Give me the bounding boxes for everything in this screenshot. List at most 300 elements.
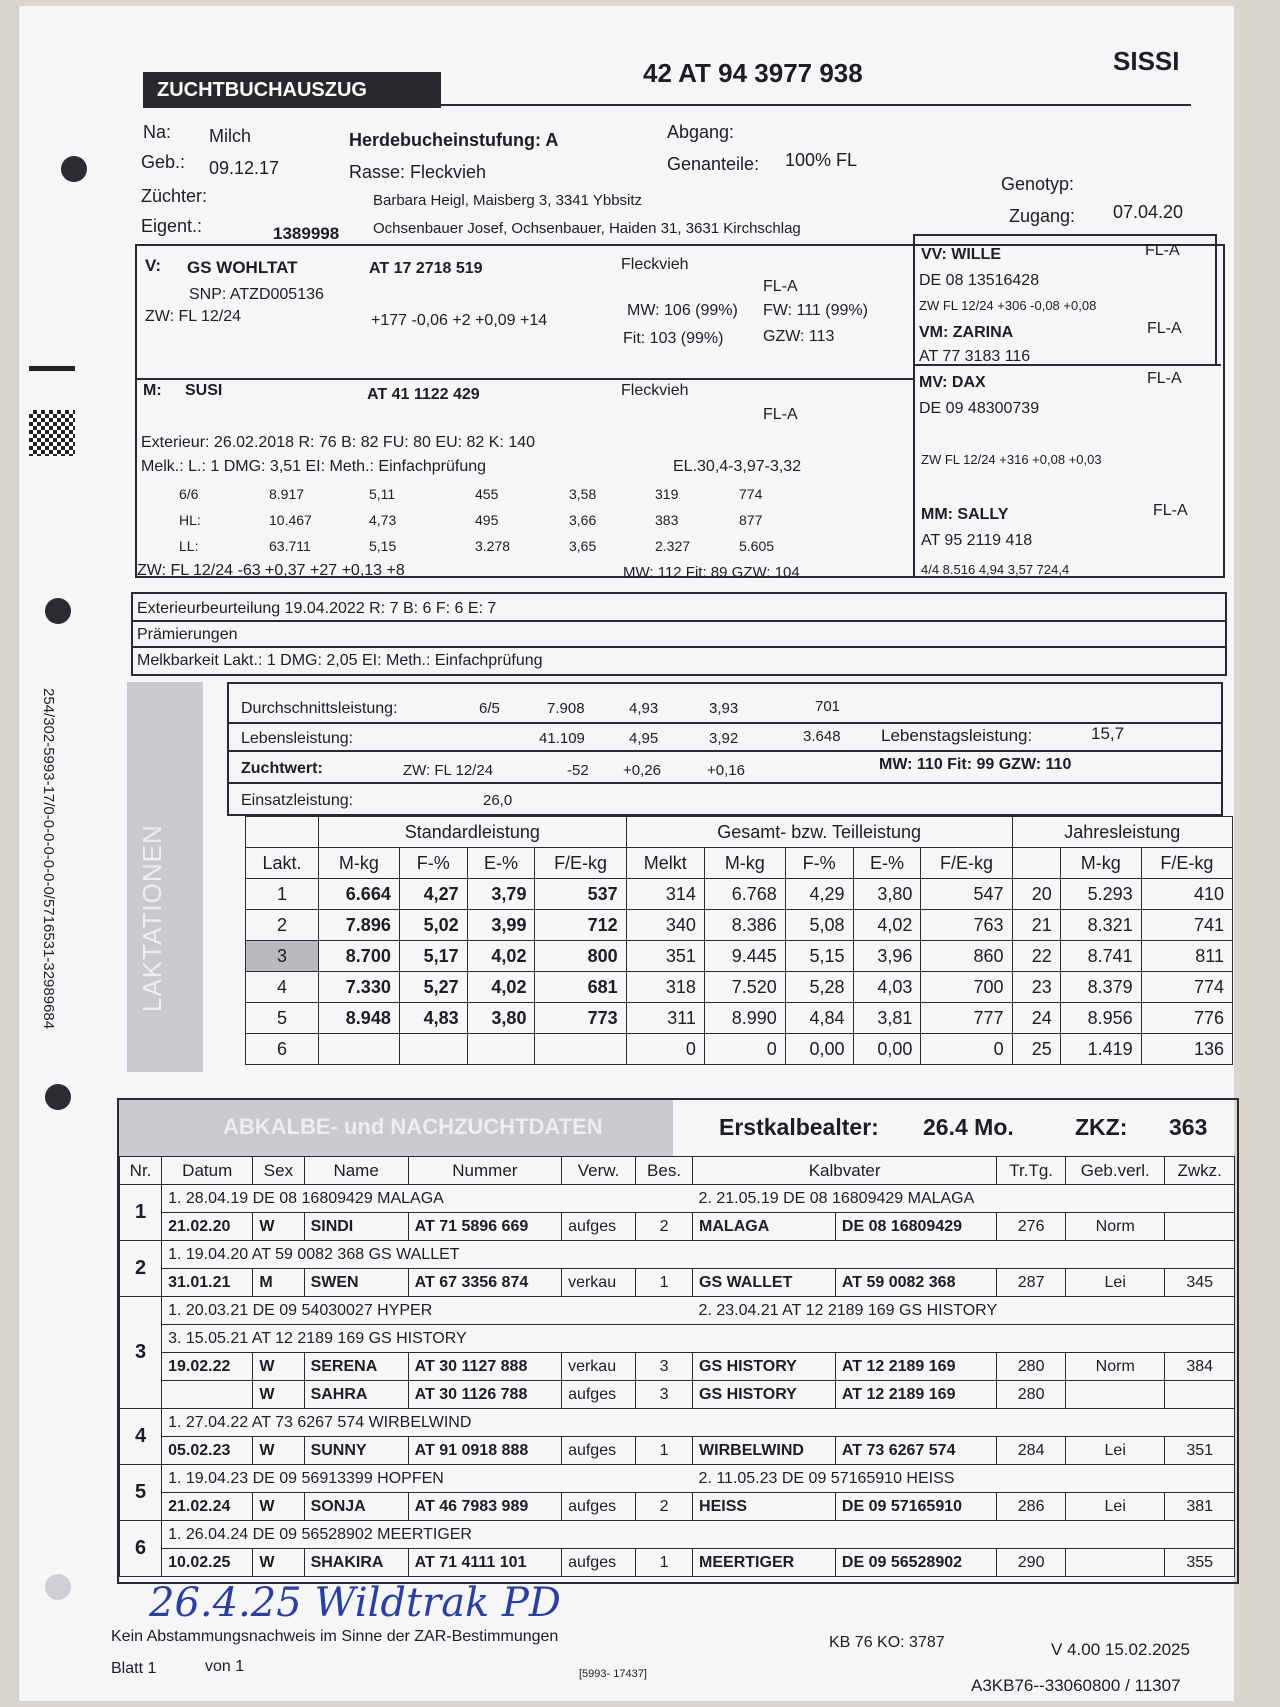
table-cell: 3,80 [467, 1003, 535, 1034]
group-header-spacer [246, 817, 319, 848]
table-cell: 4 [246, 972, 319, 1003]
table-cell: 23 [1012, 972, 1060, 1003]
nachzucht-column-header: Nummer [408, 1157, 561, 1185]
vv-fla: FL-A [1145, 242, 1180, 259]
eigent-id: 1389998 [273, 224, 340, 243]
calf-verw: aufges [562, 1437, 636, 1465]
nachzucht-service-row [120, 1465, 1235, 1493]
table-cell: 351 [626, 941, 704, 972]
calf-name: SERENA [304, 1353, 408, 1381]
calf-verw: verkau [562, 1353, 636, 1381]
nachzucht-calf-row [120, 1493, 1235, 1521]
margin-dash [29, 366, 75, 371]
mv-zw: ZW FL 12/24 +316 +0,08 +0,03 [921, 452, 1102, 467]
service-line [693, 1409, 1235, 1437]
laktationen-label: LAKTATIONEN [137, 824, 167, 1012]
table-cell: 741 [1141, 910, 1232, 941]
nachzucht-service-row [120, 1185, 1235, 1213]
sire-label: V: [145, 256, 162, 275]
nachzucht-service-row [120, 1241, 1235, 1269]
calf-zw: 384 [1165, 1353, 1235, 1381]
table-cell: 5,15 [785, 941, 853, 972]
table-cell: 3,96 [853, 941, 921, 972]
mm-id: AT 95 2119 418 [921, 532, 1033, 549]
calf-verw: verkau [562, 1269, 636, 1297]
durchschnitt-f: 4,93 [629, 700, 659, 717]
table-cell: 2 [246, 910, 319, 941]
calf-name: SONJA [304, 1493, 408, 1521]
footer-code: [5993- 17437] [579, 1668, 647, 1680]
footer-blatt: Blatt 1 [111, 1660, 157, 1677]
nachzucht-calf-row [120, 1437, 1235, 1465]
nachzucht-column-header: Tr.Tg. [997, 1157, 1066, 1185]
calf-datum: 05.02.23 [162, 1437, 253, 1465]
durchschnitt-label: Durchschnittsleistung: [241, 700, 398, 717]
sire-zw: ZW: FL 12/24 [145, 308, 242, 325]
calf-tr: 287 [997, 1269, 1066, 1297]
table-cell: 5 [246, 1003, 319, 1034]
calf-bes: 3 [636, 1353, 693, 1381]
table-cell: 0 [626, 1034, 704, 1065]
calf-verw: aufges [562, 1493, 636, 1521]
service-line: 1. 19.04.23 DE 09 56913399 HOPFEN [162, 1465, 693, 1493]
genanteile-value: 100% FL [785, 150, 858, 170]
nachzucht-table [119, 1156, 1235, 1577]
dam-exterieur: Exterieur: 26.02.2018 R: 76 B: 82 FU: 80 EU: 82 K: 140 [141, 434, 536, 451]
table-cell [535, 1034, 626, 1065]
dam-fla: FL-A [763, 406, 798, 423]
calf-geb [1066, 1549, 1165, 1577]
table-cell: 8.956 [1060, 1003, 1141, 1034]
column-header: F-% [785, 848, 853, 879]
sire-breed: Fleckvieh [621, 256, 689, 273]
zuchtwert-f: +0,26 [623, 762, 661, 779]
service-line: 1. 27.04.22 AT 73 6267 574 WIRBELWIND [162, 1409, 693, 1437]
lebenstag-label: Lebenstagsleistung: [881, 726, 1033, 745]
calf-tr: 280 [997, 1353, 1066, 1381]
pedigree-divider [135, 378, 915, 380]
footer-ref: A3KB76--33060800 / 11307 [971, 1676, 1181, 1695]
table-cell: 800 [535, 941, 626, 972]
dam-row-value: 10.467 [269, 512, 312, 528]
calf-kvnr: AT 59 0082 368 [835, 1269, 996, 1297]
vm-fla: FL-A [1147, 320, 1182, 337]
zugang-value: 07.04.20 [1113, 202, 1184, 222]
table-cell: 5,27 [399, 972, 467, 1003]
table-row [246, 1034, 1233, 1065]
nachzucht-header-row [120, 1157, 1235, 1185]
table-cell: 3,79 [467, 879, 535, 910]
column-header: M-kg [1060, 848, 1141, 879]
nachzucht-calf-row [120, 1269, 1235, 1297]
calf-tr: 276 [997, 1213, 1066, 1241]
dam-row-key: HL: [179, 512, 201, 528]
table-cell: 4,02 [853, 910, 921, 941]
geb-value: 09.12.17 [209, 158, 280, 178]
dam-row-value: 774 [739, 486, 763, 502]
calf-geb: Lei [1066, 1493, 1165, 1521]
table-cell: 340 [626, 910, 704, 941]
einsatz-value: 26,0 [483, 792, 513, 809]
handwritten-note: 26.4.25 Wildtrak PD [149, 1580, 561, 1626]
table-cell: 6.768 [704, 879, 785, 910]
calf-kvnr: AT 12 2189 169 [835, 1381, 996, 1409]
table-cell: 1.419 [1060, 1034, 1141, 1065]
service-line: 1. 26.04.24 DE 09 56528902 MEERTIGER [162, 1521, 693, 1549]
table-cell: 3 [246, 941, 319, 972]
table-cell: 5,28 [785, 972, 853, 1003]
calf-nummer: AT 30 1126 788 [408, 1381, 561, 1409]
footer-kb: KB 76 KO: 3787 [829, 1634, 945, 1651]
calf-datum: 21.02.24 [162, 1493, 253, 1521]
sire-mw: MW: 106 (99%) [627, 302, 738, 319]
document-page [18, 6, 1234, 1701]
service-line: 2. 11.05.23 DE 09 57165910 HEISS [693, 1465, 1235, 1493]
table-cell: 6 [246, 1034, 319, 1065]
calf-bes: 2 [636, 1213, 693, 1241]
calf-bes: 3 [636, 1381, 693, 1409]
calf-datum: 19.02.22 [162, 1353, 253, 1381]
table-cell: 3,81 [853, 1003, 921, 1034]
sire-fw: FW: 111 (99%) [763, 302, 868, 319]
nachzucht-calf-row [120, 1549, 1235, 1577]
calf-sex: W [253, 1549, 304, 1577]
calf-nummer: AT 30 1127 888 [408, 1353, 561, 1381]
nachzucht-column-header: Bes. [636, 1157, 693, 1185]
table-cell: 24 [1012, 1003, 1060, 1034]
table-cell: 6.664 [319, 879, 400, 910]
sire-name: GS WOHLTAT [187, 258, 298, 277]
table-cell: 700 [921, 972, 1012, 1003]
table-cell: 25 [1012, 1034, 1060, 1065]
calf-name: SHAKIRA [304, 1549, 408, 1577]
table-cell: 318 [626, 972, 704, 1003]
column-header: F/E-kg [1141, 848, 1232, 879]
calf-nummer: AT 46 7983 989 [408, 1493, 561, 1521]
zuechter-value: Barbara Heigl, Maisberg 3, 3341 Ybbsitz [373, 192, 643, 209]
table-cell: 774 [1141, 972, 1232, 1003]
table-cell: 5.293 [1060, 879, 1141, 910]
service-line [693, 1325, 1235, 1353]
group-header-row [246, 817, 1233, 848]
na-value: Milch [209, 126, 252, 146]
lebens-fe: 3.648 [803, 728, 841, 745]
mv-fla: FL-A [1147, 370, 1182, 387]
service-line [693, 1521, 1235, 1549]
dam-row-value: 495 [475, 512, 499, 528]
durchschnitt-mkg: 7.908 [547, 700, 585, 717]
table-cell: 8.990 [704, 1003, 785, 1034]
dam-row-value: 5.605 [739, 538, 775, 554]
service-line: 1. 19.04.20 AT 59 0082 368 GS WALLET [162, 1241, 693, 1269]
dam-row-value: 8.917 [269, 486, 305, 502]
dam-mw: MW: 112 Fit: 89 GZW: 104 [623, 564, 800, 581]
dam-row-value: 319 [655, 486, 679, 502]
calf-bes: 1 [636, 1549, 693, 1577]
calf-nummer: AT 71 5896 669 [408, 1213, 561, 1241]
calf-bes: 2 [636, 1493, 693, 1521]
table-cell: 0 [704, 1034, 785, 1065]
zuchtwert-mkg: -52 [567, 762, 589, 779]
table-cell: 773 [535, 1003, 626, 1034]
calf-sex: M [253, 1269, 304, 1297]
service-line [693, 1241, 1235, 1269]
dam-row-value: 63.711 [269, 538, 311, 554]
calf-bes: 1 [636, 1269, 693, 1297]
zuchtwert-label: Zuchtwert: [241, 760, 323, 777]
dam-name: SUSI [185, 382, 223, 399]
group-number: 4 [120, 1409, 162, 1465]
column-header-row [246, 848, 1233, 879]
sire-snp: SNP: ATZD005136 [189, 286, 324, 303]
mm-label: MM: SALLY [921, 506, 1009, 523]
column-header: Lakt. [246, 848, 319, 879]
group-number: 6 [120, 1521, 162, 1577]
calf-sex: W [253, 1353, 304, 1381]
calf-zw [1165, 1381, 1235, 1409]
sire-gzw: GZW: 113 [763, 328, 835, 345]
nachzucht-service-row [120, 1409, 1235, 1437]
dam-row-value: 5,15 [369, 538, 397, 554]
column-header: M-kg [704, 848, 785, 879]
calf-zw [1165, 1213, 1235, 1241]
calf-sex: W [253, 1493, 304, 1521]
calf-nummer: AT 71 4111 101 [408, 1549, 561, 1577]
calf-kv: GS HISTORY [693, 1381, 836, 1409]
erstkalb-value: 26.4 Mo. [923, 1114, 1014, 1140]
lebens-e: 3,92 [709, 730, 739, 747]
erstkalb-label: Erstkalbealter: [719, 1114, 879, 1140]
zuechter-label: Züchter: [141, 186, 208, 206]
table-cell: 681 [535, 972, 626, 1003]
group-header-standard: Standardleistung [319, 817, 627, 848]
calf-geb: Lei [1066, 1269, 1165, 1297]
column-header: Melkt [626, 848, 704, 879]
table-cell: 9.445 [704, 941, 785, 972]
group-header-jahres: Jahresleistung [1012, 817, 1232, 848]
dam-row-value: 383 [655, 512, 679, 528]
table-cell: 4,02 [467, 972, 535, 1003]
calf-kv: MEERTIGER [693, 1549, 836, 1577]
column-header: E-% [853, 848, 921, 879]
table-cell: 4,29 [785, 879, 853, 910]
nachzucht-calf-row [120, 1353, 1235, 1381]
nachzucht-service-row [120, 1297, 1235, 1325]
calf-sex: W [253, 1213, 304, 1241]
geb-label: Geb.: [141, 152, 186, 172]
na-label: Na: [143, 122, 172, 142]
zuchtwert-zw: ZW: FL 12/24 [403, 762, 494, 779]
table-cell: 860 [921, 941, 1012, 972]
dam-zw: ZW: FL 12/24 -63 +0,37 +27 +0,13 +8 [137, 562, 405, 579]
table-row [246, 972, 1233, 1003]
zugang-label: Zugang: [1009, 206, 1076, 226]
table-cell: 5,02 [399, 910, 467, 941]
calf-nummer: AT 67 3356 874 [408, 1269, 561, 1297]
nachzucht-column-header: Geb.verl. [1066, 1157, 1165, 1185]
vv-label: VV: WILLE [921, 246, 1001, 263]
rasse: Rasse: Fleckvieh [349, 162, 487, 182]
table-cell: 136 [1141, 1034, 1232, 1065]
table-cell [319, 1034, 400, 1065]
mv-label: MV: DAX [919, 374, 986, 391]
calf-kv: GS HISTORY [693, 1353, 836, 1381]
table-cell: 4,27 [399, 879, 467, 910]
praemierungen: Prämierungen [137, 626, 238, 643]
vv-zw: ZW FL 12/24 +306 -0,08 +0,08 [919, 298, 1097, 313]
calf-verw: aufges [562, 1549, 636, 1577]
calf-tr: 286 [997, 1493, 1066, 1521]
eigent-value: Ochsenbauer Josef, Ochsenbauer, Haiden 31, 3631 Kirchschlag [373, 220, 801, 237]
table-cell: 0,00 [785, 1034, 853, 1065]
summary-divider [227, 782, 1223, 784]
group-header-gesamt: Gesamt- bzw. Teilleistung [626, 817, 1012, 848]
calf-tr: 280 [997, 1381, 1066, 1409]
table-cell: 4,84 [785, 1003, 853, 1034]
beurteilung-divider [131, 646, 1227, 648]
dam-breed: Fleckvieh [621, 382, 689, 399]
table-cell: 8.948 [319, 1003, 400, 1034]
mm-fla: FL-A [1153, 502, 1188, 519]
calf-nummer: AT 91 0918 888 [408, 1437, 561, 1465]
dam-melk: Melk.: L.: 1 DMG: 3,51 EI: Meth.: Einfachprüfung [141, 458, 487, 475]
column-header-spacer [1012, 848, 1060, 879]
calf-zw: 355 [1165, 1549, 1235, 1577]
doc-title-banner: ZUCHTBUCHAUSZUG [143, 72, 441, 108]
group-number: 5 [120, 1465, 162, 1521]
zkz-value: 363 [1169, 1114, 1208, 1140]
service-line: 2. 21.05.19 DE 08 16809429 MALAGA [693, 1185, 1235, 1213]
table-cell: 8.700 [319, 941, 400, 972]
dam-row-value: 2.327 [655, 538, 691, 554]
dam-el: EL.30,4-3,97-3,32 [673, 458, 802, 475]
dam-label: M: [143, 382, 162, 399]
column-header: E-% [467, 848, 535, 879]
calf-datum: 10.02.25 [162, 1549, 253, 1577]
mm-values: 4/4 8.516 4,94 3,57 724,4 [921, 562, 1070, 577]
calf-name: SAHRA [304, 1381, 408, 1409]
zkz-label: ZKZ: [1075, 1114, 1128, 1140]
table-cell [467, 1034, 535, 1065]
nachzucht-column-header: Zwkz. [1165, 1157, 1235, 1185]
footer-von: von 1 [205, 1658, 245, 1675]
sire-fla: FL-A [763, 278, 798, 295]
calf-verw: aufges [562, 1381, 636, 1409]
nachzucht-banner: ABKALBE- und NACHZUCHTDATEN [223, 1114, 603, 1139]
dam-row-key: LL: [179, 538, 199, 554]
durchschnitt-n: 6/5 [479, 700, 500, 717]
table-cell: 5,08 [785, 910, 853, 941]
table-cell: 7.896 [319, 910, 400, 941]
table-cell: 22 [1012, 941, 1060, 972]
dam-row-key: 6/6 [179, 486, 199, 502]
vv-id: DE 08 13516428 [919, 272, 1040, 289]
nachzucht-calf-row [120, 1381, 1235, 1409]
calf-tr: 284 [997, 1437, 1066, 1465]
calf-zw: 345 [1165, 1269, 1235, 1297]
exterieurbeurteilung: Exterieurbeurteilung 19.04.2022 R: 7 B: 6 F: 6 E: 7 [137, 600, 497, 617]
table-cell: 776 [1141, 1003, 1232, 1034]
melkbarkeit: Melkbarkeit Lakt.: 1 DMG: 2,05 EI: Meth.: Einfachprüfung [137, 652, 543, 669]
beurteilung-divider [131, 620, 1227, 622]
lebenstag-value: 15,7 [1091, 724, 1125, 743]
sire-id: AT 17 2718 519 [369, 260, 483, 277]
lebens-f: 4,95 [629, 730, 659, 747]
table-cell: 0 [921, 1034, 1012, 1065]
animal-number: 42 AT 94 3977 938 [643, 58, 863, 88]
punch-hole [61, 156, 87, 182]
table-row [246, 879, 1233, 910]
calf-datum [162, 1381, 253, 1409]
dam-row-value: 4,73 [369, 512, 397, 528]
table-cell: 20 [1012, 879, 1060, 910]
vm-label: VM: ZARINA [919, 324, 1014, 341]
lebens-label: Lebensleistung: [241, 730, 354, 747]
calf-kvnr: DE 09 57165910 [835, 1493, 996, 1521]
einsatz-label: Einsatzleistung: [241, 792, 354, 809]
table-cell: 21 [1012, 910, 1060, 941]
table-cell: 547 [921, 879, 1012, 910]
table-cell: 8.321 [1060, 910, 1141, 941]
vm-id: AT 77 3183 116 [919, 348, 1031, 365]
group-number: 3 [120, 1297, 162, 1409]
calf-geb: Norm [1066, 1213, 1165, 1241]
dam-id: AT 41 1122 429 [367, 386, 480, 403]
group-number: 1 [120, 1185, 162, 1241]
lebens-mkg: 41.109 [539, 730, 585, 747]
table-cell: 8.379 [1060, 972, 1141, 1003]
nachzucht-column-header: Sex [253, 1157, 304, 1185]
punch-hole [45, 1574, 71, 1600]
column-header: F/E-kg [535, 848, 626, 879]
nachzucht-service-row [120, 1325, 1235, 1353]
nachzucht-column-header: Nr. [120, 1157, 162, 1185]
table-cell: 1 [246, 879, 319, 910]
laktationen-table [245, 816, 1233, 1065]
service-line: 2. 23.04.21 AT 12 2189 169 GS HISTORY [693, 1297, 1235, 1325]
table-cell: 811 [1141, 941, 1232, 972]
eigent-label: Eigent.: [141, 216, 203, 236]
calf-kvnr: DE 09 56528902 [835, 1549, 996, 1577]
dam-row-value: 3,66 [569, 512, 597, 528]
footer-version: V 4.00 15.02.2025 [1051, 1640, 1190, 1659]
sire-fit: Fit: 103 (99%) [623, 330, 724, 347]
abgang-label: Abgang: [667, 122, 735, 142]
zuchtwert-mw: MW: 110 Fit: 99 GZW: 110 [879, 756, 1072, 773]
laktationen-side-band [127, 682, 203, 1072]
nachzucht-service-row [120, 1521, 1235, 1549]
service-line: 1. 20.03.21 DE 09 54030027 HYPER [162, 1297, 693, 1325]
calf-sex: W [253, 1381, 304, 1409]
column-header: M-kg [319, 848, 400, 879]
calf-geb [1066, 1381, 1165, 1409]
calf-tr: 290 [997, 1549, 1066, 1577]
calf-name: SINDI [304, 1213, 408, 1241]
nachzucht-column-header: Verw. [562, 1157, 636, 1185]
punch-hole [45, 1084, 71, 1110]
table-cell: 537 [535, 879, 626, 910]
table-row [246, 910, 1233, 941]
nachzucht-column-header: Name [304, 1157, 408, 1185]
table-cell: 712 [535, 910, 626, 941]
summary-divider [227, 722, 1223, 724]
mv-id: DE 09 48300739 [919, 400, 1040, 417]
genotyp-label: Genotyp: [1001, 174, 1075, 194]
table-row [246, 1003, 1233, 1034]
calf-kvnr: AT 73 6267 574 [835, 1437, 996, 1465]
herdebuch: Herdebucheinstufung: A [349, 130, 559, 150]
calf-kv: GS WALLET [693, 1269, 836, 1297]
